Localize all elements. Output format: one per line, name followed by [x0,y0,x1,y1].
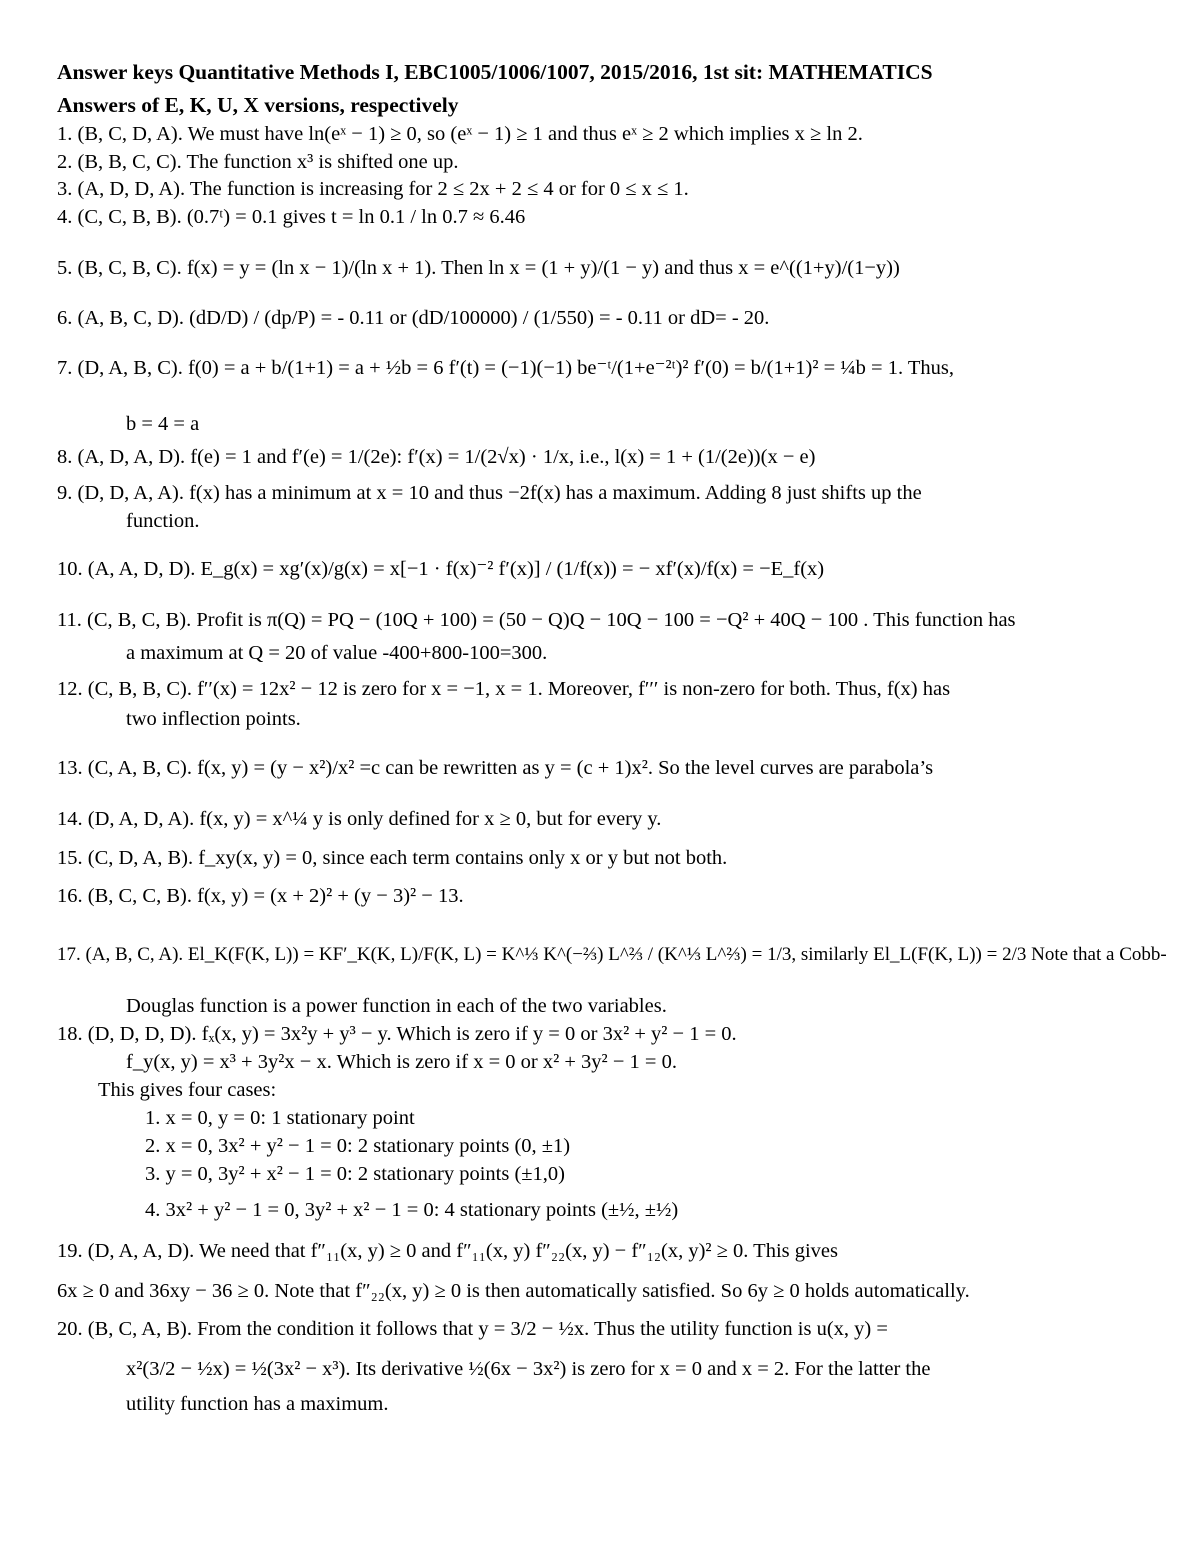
document-subtitle: Answers of E, K, U, X versions, respectively [57,93,459,117]
answer-10: 10. (A, A, D, D). E_g(x) = xg′(x)/g(x) = x[−1 · f(x)⁻² f′(x)] / (1/f(x)) = − xf′(x)/f(x) = −E_f(x) [57,558,825,580]
answer-5: 5. (B, C, B, C). f(x) = y = (ln x − 1)/(ln x + 1). Then ln x = (1 + y)/(1 − y) and thus x = e^((1+y)/(1−y)) [57,257,900,279]
answer-12: 12. (C, B, B, C). f′′(x) = 12x² − 12 is zero for x = −1, x = 1. Moreover, f′′′ is non-zero for both. Thus, f(x) has [57,678,951,700]
answer-18-case-2: 2. x = 0, 3x² + y² − 1 = 0: 2 stationary points (0, ±1) [145,1135,571,1157]
answer-13: 13. (C, A, B, C). f(x, y) = (y − x²)/x² =c can be rewritten as y = (c + 1)x². So the level curves are parabola’s [57,757,934,779]
answer-4: 4. (C, C, B, B). (0.7ᵗ) = 0.1 gives t = ln 0.1 / ln 0.7 ≈ 6.46 [57,206,526,228]
answer-16: 16. (B, C, C, B). f(x, y) = (x + 2)² + (y − 3)² − 13. [57,885,464,907]
answer-19-cont: 6x ≥ 0 and 36xy − 36 ≥ 0. Note that f″₂₂(x, y) ≥ 0 is then automatically satisfied. So 6y ≥ 0 holds automatically. [57,1280,970,1302]
answer-17-cont: Douglas function is a power function in each of the two variables. [126,995,667,1017]
answer-18-case-1: 1. x = 0, y = 0: 1 stationary point [145,1107,415,1129]
answer-3: 3. (A, D, D, A). The function is increasing for 2 ≤ 2x + 2 ≤ 4 or for 0 ≤ x ≤ 1. [57,178,689,200]
answer-20: 20. (B, C, A, B). From the condition it follows that y = 3/2 − ½x. Thus the utility function is u(x, y) = [57,1318,888,1340]
answer-7-cont: b = 4 = a [126,413,200,435]
answer-6: 6. (A, B, C, D). (dD/D) / (dp/P) = - 0.11 or (dD/100000) / (1/550) = - 0.11 or dD= - 20. [57,307,770,329]
answer-15: 15. (C, D, A, B). f_xy(x, y) = 0, since each term contains only x or y but not both. [57,847,728,869]
answer-2: 2. (B, B, C, C). The function x³ is shifted one up. [57,151,459,173]
answer-11-cont: a maximum at Q = 20 of value -400+800-100=300. [126,642,548,664]
answer-9-cont: function. [126,510,200,532]
answer-20-cont: x²(3/2 − ½x) = ½(3x² − x³). Its derivative ½(6x − 3x²) is zero for x = 0 and x = 2. For the latter the [126,1358,931,1380]
answer-14: 14. (D, A, D, A). f(x, y) = x^¼ y is only defined for x ≥ 0, but for every y. [57,808,662,830]
answer-12-cont: two inflection points. [126,708,301,730]
answer-18-cases-intro: This gives four cases: [98,1079,277,1101]
answer-18-fy: f_y(x, y) = x³ + 3y²x − x. Which is zero if x = 0 or x² + 3y² − 1 = 0. [126,1051,677,1073]
answer-7: 7. (D, A, B, C). f(0) = a + b/(1+1) = a + ½b = 6 f′(t) = (−1)(−1) be⁻ᵗ/(1+e⁻²ᵗ)² f′(0) = b/(1+1)² = ¼b = 1. Thus, [57,357,954,379]
answer-19: 19. (D, A, A, D). We need that f″₁₁(x, y) ≥ 0 and f″₁₁(x, y) f″₂₂(x, y) − f″₁₂(x, y)² ≥ 0. This gives [57,1240,839,1262]
answer-8: 8. (A, D, A, D). f(e) = 1 and f′(e) = 1/(2e): f′(x) = 1/(2√x) · 1/x, i.e., l(x) = 1 + (1/(2e))(x − e) [57,446,816,468]
answer-18: 18. (D, D, D, D). fₓ(x, y) = 3x²y + y³ − y. Which is zero if y = 0 or 3x² + y² − 1 = 0. [57,1023,737,1045]
answer-9: 9. (D, D, A, A). f(x) has a minimum at x = 10 and thus −2f(x) has a maximum. Adding 8 just shifts up the [57,482,922,504]
answer-20-cont-2: utility function has a maximum. [126,1393,389,1415]
answer-18-case-3: 3. y = 0, 3y² + x² − 1 = 0: 2 stationary points (±1,0) [145,1163,565,1185]
answer-18-case-4: 4. 3x² + y² − 1 = 0, 3y² + x² − 1 = 0: 4 stationary points (±½, ±½) [145,1199,679,1221]
answer-17: 17. (A, B, C, A). El_K(F(K, L)) = KF′_K(K, L)/F(K, L) = K^⅓ K^(−⅔) L^⅔ / (K^⅓ L^⅔) = 1/3, similarly El_L(F(K, L)) = 2/3 Note that a Cobb- [57,944,1167,965]
answer-1: 1. (B, C, D, A). We must have ln(eˣ − 1) ≥ 0, so (eˣ − 1) ≥ 1 and thus eˣ ≥ 2 which implies x ≥ ln 2. [57,123,863,145]
answer-11: 11. (C, B, C, B). Profit is π(Q) = PQ − (10Q + 100) = (50 − Q)Q − 10Q − 100 = −Q² + 40Q − 100 . This function has [57,609,1016,631]
document-title: Answer keys Quantitative Methods I, EBC1005/1006/1007, 2015/2016, 1st sit: MATHEMATICS [57,60,933,84]
